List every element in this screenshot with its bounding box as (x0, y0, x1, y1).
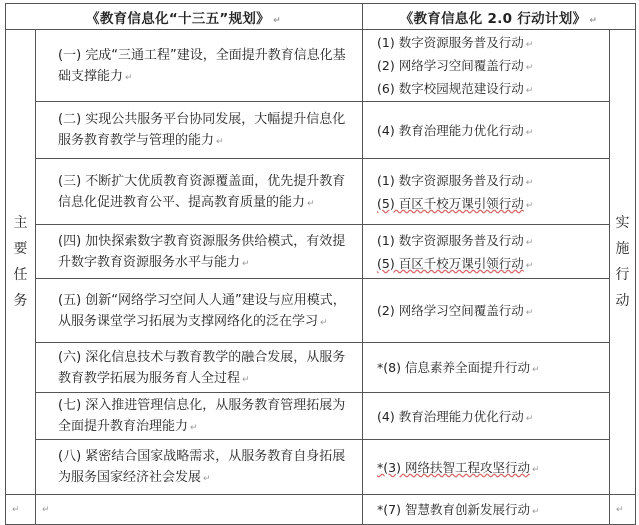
side-char: 行 (615, 267, 630, 283)
action-text: (1) 数字资源服务普及行动 (377, 35, 524, 50)
table-row (6, 279, 636, 343)
paragraph-mark-icon: ↵ (531, 507, 540, 517)
task-text: (八) 紧密结合国家战略需求，从服务教育自身拓展为服务国家经济社会发展 (58, 449, 346, 485)
task-text: (六) 深化信息技术与教育教学的融合发展，从服务教育教学拓展为服务育人全过程 (58, 349, 346, 386)
action-text: (5) 百区千校万课引领行动 (377, 255, 524, 271)
table-row (6, 495, 636, 525)
action-item (377, 192, 609, 215)
paragraph-mark-icon: ↵ (525, 177, 534, 188)
paragraph-mark-icon: ↵ (525, 200, 534, 211)
side-char: 动 (615, 293, 630, 309)
paragraph-mark-icon: ↵ (525, 413, 534, 424)
header-right (363, 4, 636, 30)
side-char: 务 (13, 293, 28, 309)
paragraph-mark-icon: ↵ (525, 308, 534, 318)
task-cell (36, 30, 363, 102)
empty-cell (6, 495, 36, 525)
action-text: *(3) 网络扶智工程攻坚行动 (377, 459, 530, 475)
task-cell (36, 159, 363, 225)
paragraph-mark-icon: ↵ (307, 198, 315, 209)
action-cell (363, 440, 610, 495)
action-item (377, 252, 609, 275)
action-text: (2) 网络学习空间覆盖行动 (377, 58, 524, 73)
paragraph-mark-icon: ↵ (525, 86, 534, 96)
side-char: 主 (13, 215, 28, 231)
paragraph-mark-icon: ↵ (203, 474, 211, 484)
task-cell (36, 102, 363, 159)
paragraph-mark-icon: ↵ (589, 15, 598, 26)
action-item (377, 405, 609, 428)
header-row (6, 4, 636, 30)
side-char: 要 (13, 241, 28, 257)
side-char: 实 (615, 215, 630, 231)
empty-cell (36, 495, 363, 525)
task-text: (三) 不断扩大优质教育资源覆盖面，优先提升教育信息化促进教育公平、提高教育质量的能力 (58, 173, 346, 210)
paragraph-mark-icon: ↵ (525, 127, 534, 138)
task-cell (36, 393, 363, 440)
paragraph-mark-icon: ↵ (525, 63, 534, 73)
action-item (377, 456, 609, 479)
paragraph-mark-icon: ↵ (190, 423, 198, 433)
table-row (6, 30, 636, 102)
action-text: (4) 教育治理能力优化行动 (377, 122, 524, 138)
action-item (377, 299, 609, 322)
action-item (377, 77, 609, 100)
action-text: (1) 数字资源服务普及行动 (377, 232, 524, 248)
side-char: 任 (13, 267, 28, 283)
left-plan-title: 《教育信息化“十三五”规划》 (86, 10, 270, 27)
action-item (377, 31, 609, 54)
paragraph-mark-icon: ↵ (616, 504, 624, 515)
paragraph-mark-icon: ↵ (242, 258, 250, 269)
right-plan-title: 《教育信息化 2.0 行动计划》 (399, 10, 587, 27)
paragraph-mark-icon: ↵ (125, 72, 133, 83)
table-row (6, 102, 636, 159)
action-cell (363, 30, 610, 102)
action-cell (363, 225, 610, 279)
paragraph-mark-icon: ↵ (531, 365, 540, 375)
action-cell (363, 343, 610, 393)
paragraph-mark-icon: ↵ (525, 40, 534, 50)
action-item (377, 498, 609, 521)
paragraph-mark-icon: ↵ (273, 15, 281, 26)
paragraph-mark-icon: ↵ (216, 137, 224, 147)
task-text: (五) 创新“网络学习空间人人通”建设与应用模式，从服务课堂学习拓展为支撑网络化的泛在学习 (58, 292, 346, 329)
action-cell (363, 495, 610, 525)
task-cell (36, 343, 363, 393)
side-label-implementation-actions (610, 30, 636, 495)
table-row (6, 159, 636, 225)
action-text: (1) 数字资源服务普及行动 (377, 172, 524, 188)
task-text: (七) 深入推进管理信息化，从服务教育管理拓展为全面提升教育治理能力 (58, 398, 346, 434)
task-cell (36, 225, 363, 279)
paragraph-mark-icon: ↵ (320, 317, 328, 328)
table-row (6, 393, 636, 440)
action-text: *(7) 智慧教育创新发展行动 (377, 502, 530, 517)
action-text: (6) 数字校园规范建设行动 (377, 81, 524, 96)
task-text: (四) 加快探索数字教育资源服务供给模式，有效提升数字教育资源服务水平与能力 (58, 233, 346, 270)
action-item (377, 119, 609, 142)
paragraph-mark-icon: ↵ (12, 504, 20, 515)
table-row (6, 440, 636, 495)
action-cell (363, 159, 610, 225)
action-text: (5) 百区千校万课引领行动 (377, 195, 524, 211)
action-item (377, 356, 609, 379)
table-row (6, 225, 636, 279)
comparison-table (5, 3, 636, 525)
paragraph-mark-icon: ↵ (531, 464, 540, 475)
action-cell (363, 102, 610, 159)
task-text: (二) 实现公共服务平台协同发展，大幅提升信息化服务教育教学与管理的能力 (58, 112, 346, 148)
header-left (6, 4, 363, 30)
paragraph-mark-icon: ↵ (242, 374, 250, 385)
side-char: 施 (615, 241, 630, 257)
action-item (377, 54, 609, 77)
action-text: (4) 教育治理能力优化行动 (377, 408, 524, 424)
action-cell (363, 393, 610, 440)
action-item (377, 169, 609, 192)
empty-cell (610, 495, 636, 525)
action-text: (2) 网络学习空间覆盖行动 (377, 303, 524, 318)
task-cell (36, 279, 363, 343)
table-row (6, 343, 636, 393)
paragraph-mark-icon: ↵ (42, 504, 50, 515)
action-item (377, 229, 609, 252)
paragraph-mark-icon: ↵ (525, 237, 534, 248)
task-cell (36, 440, 363, 495)
paragraph-mark-icon: ↵ (525, 260, 534, 271)
task-text: (一) 完成“三通工程”建设，全面提升教育信息化基础支撑能力 (58, 47, 346, 84)
side-label-main-tasks (6, 30, 36, 495)
action-cell (363, 279, 610, 343)
action-text: *(8) 信息素养全面提升行动 (377, 360, 530, 375)
